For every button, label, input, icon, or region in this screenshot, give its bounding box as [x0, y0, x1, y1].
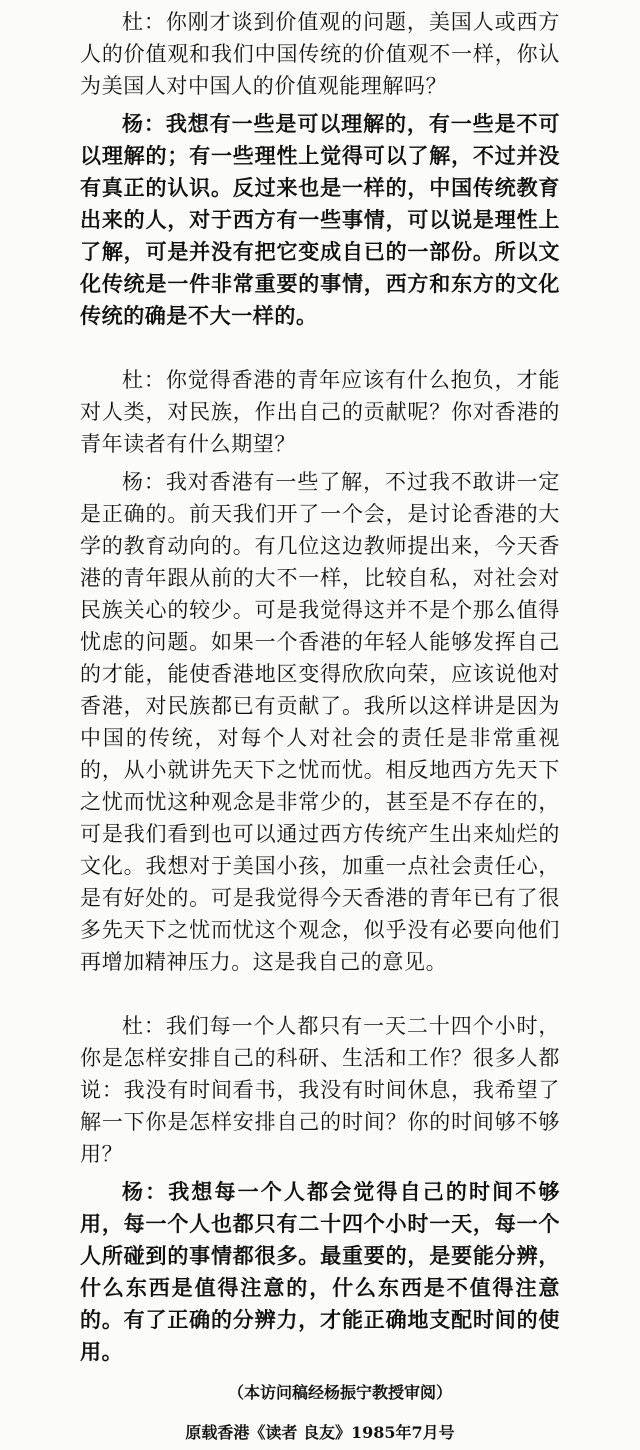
paragraph-du-question-values: 杜：你刚才谈到价值观的问题，美国人或西方人的价值观和我们中国传统的价值观不一样，你认为美国人对中国人的价值观能理解吗？	[80, 10, 560, 98]
review-note: （本访问稿经杨振宁教授审阅）	[227, 1383, 452, 1402]
section-spacer	[80, 978, 560, 1010]
source-note: 原载香港《读者 良友》1985年7月号	[185, 1423, 455, 1442]
paragraph-yang-answer-time: 杨：我想每一个人都会觉得自己的时间不够用，每一个人也都只有二十四个小时一天，每一个人所碰到的事情都很多。最重要的，是要能分辨，什么东西是值得注意的，什么东西是不值得注意的。有了正确的分辨力，才能正确地支配时间的使用。	[80, 1179, 560, 1364]
article-body	[80, 6, 560, 1448]
paragraph-du-question-youth: 杜：你觉得香港的青年应该有什么抱负，才能对人类，对民族，作出自己的贡献呢？你对香港的青年读者有什么期望？	[80, 368, 560, 456]
paragraph-yang-answer-youth: 杨：我对香港有一些了解，不过我不敢讲一定是正确的。前天我们开了一个会，是讨论香港的大学的教育动向的。有几位这边教师提出来，今天香港的青年跟从前的大不一样，比较自私，对社会对民族关心的较少。可是我觉得这并不是个那么值得忧虑的问题。如果一个香港的年轻人能够发挥自己的才能，能使香港地区变得欣欣向荣，应该说他对香港，对民族都已有贡献了。我所以这样讲是因为中国的传统，对每个人对社会的责任是非常重视的，从小就讲先天下之忧而忧。相反地西方先天下之忧而忧这种观念是非常少的，甚至是不存在的，可是我们看到也可以通过西方传统产生出来灿烂的文化。我想对于美国小孩，加重一点社会责任心，是有好处的。可是我觉得今天香港的青年已有了很多先天下之忧而忧这个观念，似乎没有必要向他们再增加精神压力。这是我自己的意见。	[80, 470, 560, 974]
paragraph-du-question-time: 杜：我们每一个人都只有一天二十四个小时，你是怎样安排自己的科研、生活和工作？很多人都说：我没有时间看书，我没有时间休息，我希望了解一下你是怎样安排自己的时间？你的时间够不够用？	[80, 1014, 560, 1166]
section-spacer	[80, 332, 560, 364]
paragraph-yang-answer-values: 杨：我想有一些是可以理解的，有一些是不可以理解的；有一些理性上觉得可以了解，不过并没有真正的认识。反过来也是一样的，中国传统教育出来的人，对于西方有一些事情，可以说是理性上了解，可是并没有把它变成自已的一部份。所以文化传统是一件非常重要的事情，西方和东方的文化传统的确是不大一样的。	[80, 111, 560, 328]
